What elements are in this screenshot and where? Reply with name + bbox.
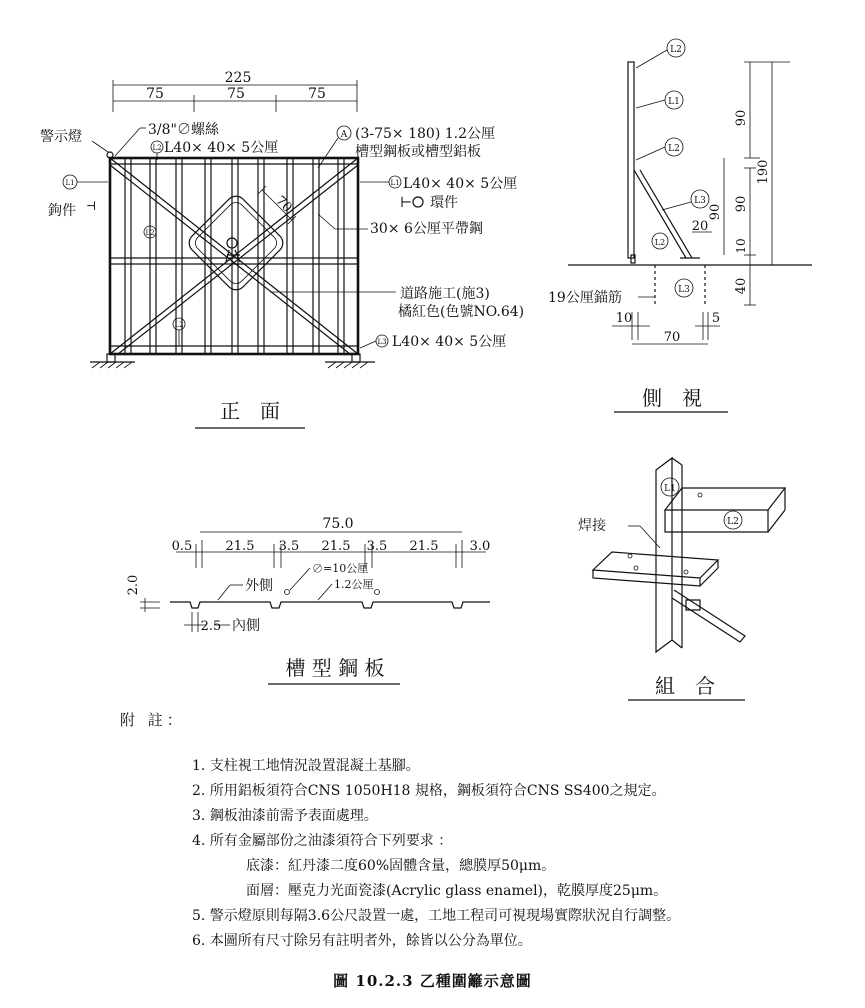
front-label-bolt: 3/8"∅螺絲	[148, 122, 219, 138]
svg-text:L2: L2	[670, 45, 682, 55]
note-item: 2. 所用鋁板須符合CNS 1050H18 規格，鋼板須符合CNS SS400之規定。	[192, 783, 666, 799]
channel-title: 槽 型 鋼 板	[285, 656, 385, 680]
side-dim-90-mid: 90	[708, 203, 723, 221]
front-label-hook: 鉤件	[48, 203, 76, 219]
svg-text:L2: L2	[668, 144, 680, 154]
channel-dim-seg-1: 0.5	[171, 539, 193, 554]
channel-dim-groove: 2.5	[200, 619, 222, 634]
svg-text:L2: L2	[727, 517, 739, 527]
assembly-title: 組 合	[655, 674, 715, 698]
svg-text:L2: L2	[654, 238, 666, 247]
construction-sign	[185, 192, 287, 294]
side-dim-20: 20	[691, 219, 709, 234]
note-item: 1. 支柱視工地情況設置混凝土基腳。	[192, 758, 420, 774]
note-item: 4. 所有金屬部份之油漆須符合下列要求 ：	[192, 833, 453, 849]
assembly-view	[578, 458, 785, 700]
channel-dim-height: 2.0	[126, 574, 141, 596]
front-label-bottom-angle: L40× 40× 5公厘	[392, 334, 507, 350]
svg-text:L3: L3	[678, 285, 690, 295]
channel-dim-seg-2: 21.5	[225, 539, 255, 554]
channel-label-thickness: 1.2公厘	[334, 578, 374, 591]
side-dim-90-low: 90	[734, 195, 749, 213]
channel-dim-seg-6: 21.5	[409, 539, 439, 554]
svg-text:A: A	[340, 130, 348, 140]
channel-label-inner: 內側	[232, 618, 260, 634]
side-title: 側 視	[642, 386, 702, 410]
svg-text:L3: L3	[694, 196, 706, 206]
svg-text:⊣: ⊣	[86, 199, 97, 213]
notes-heading: 附 註：	[120, 711, 186, 729]
front-label-warning-lamp: 警示燈	[40, 129, 82, 145]
front-dim-total: 225	[224, 70, 252, 86]
front-label-panel-line2: 槽型鋼板或槽型鋁板	[355, 144, 481, 160]
side-dim-bottom-70: 70	[663, 330, 681, 345]
side-dim-190: 190	[756, 159, 771, 185]
svg-text:L1: L1	[65, 179, 75, 187]
svg-text:L2: L2	[145, 229, 155, 237]
front-label-ring: 環件	[430, 195, 458, 211]
channel-dim-seg-4: 21.5	[321, 539, 351, 554]
svg-text:L1: L1	[668, 97, 680, 107]
svg-text:L2: L2	[174, 321, 184, 329]
note-item: 5. 警示燈原則每隔3.6公尺設置一處，工地工程司可視現場實際狀況自行調整。	[192, 908, 681, 924]
note-item: 3. 鋼板油漆前需予表面處理。	[192, 808, 378, 824]
note-item: 6. 本圖所有尺寸除另有註明者外，餘皆以公分為單位。	[192, 933, 532, 949]
side-label-anchor: 19公厘錨筋	[548, 290, 622, 306]
figure-caption: 圖 10.2.3 乙種圍籬示意圖	[333, 972, 532, 990]
svg-text:⊢: ⊢	[400, 195, 413, 211]
front-label-top-angle: L40× 40× 5公厘	[164, 140, 279, 156]
note-subitem: 底漆：紅丹漆二度60%固體含量，總膜厚50μm。	[246, 858, 556, 874]
assembly-label-weld: 焊接	[578, 518, 606, 534]
svg-text:L2: L2	[152, 144, 162, 152]
note-subitem: 面層：壓克力光面瓷漆(Acrylic glass enamel)，乾膜厚度25μm。	[246, 883, 668, 899]
svg-text:L1: L1	[390, 179, 400, 187]
channel-profile	[170, 602, 490, 608]
channel-dim-total: 75.0	[322, 516, 354, 532]
front-label-panel-line1: (3-75× 180) 1.2公厘	[355, 126, 495, 142]
front-dim-panel-2: 75	[227, 86, 245, 102]
front-label-flat-bar: 30× 6公厘平帶鋼	[370, 221, 483, 237]
channel-dim-seg-7: 3.0	[469, 539, 491, 554]
svg-text:L3: L3	[377, 338, 387, 346]
channel-dim-seg-3: 3.5	[278, 539, 300, 554]
side-dim-10: 10	[734, 238, 748, 254]
side-dim-90-top: 90	[734, 109, 749, 127]
front-view	[40, 70, 524, 428]
front-dim-panel-3: 75	[308, 86, 326, 102]
front-title: 正 面	[220, 399, 280, 423]
channel-label-phi: ∅=10公厘	[312, 562, 369, 575]
side-view	[548, 39, 812, 412]
side-dim-40: 40	[734, 277, 749, 295]
svg-text:L1: L1	[664, 484, 676, 494]
channel-dim-seg-5: 3.5	[366, 539, 388, 554]
front-label-sign-line2: 橘紅色(色號NO.64)	[398, 304, 525, 320]
svg-text:70: 70	[272, 193, 295, 216]
side-dim-bottom-5: 5	[711, 311, 721, 326]
front-dim-panel-1: 75	[146, 86, 164, 102]
side-dim-bottom-10: 10	[615, 311, 633, 326]
channel-label-outer: 外側	[245, 578, 273, 594]
front-label-sign-line1: 道路施工(施3)	[400, 286, 490, 302]
channel-plate-view	[126, 516, 490, 684]
front-label-right-angle: L40× 40× 5公厘	[403, 176, 518, 192]
